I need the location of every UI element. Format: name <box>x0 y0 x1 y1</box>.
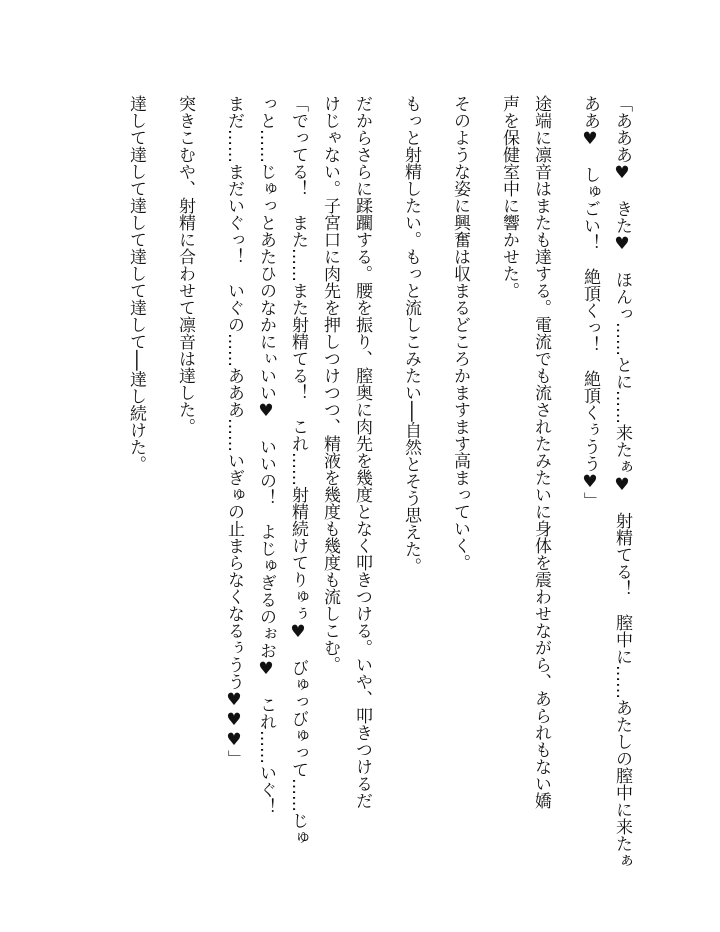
text-line: っと……じゅっとあたひのなかにぃいい♥ いいの！ よじゅぎるのぉお♥ これ……いぐ！ <box>256 95 276 815</box>
text-line: 声を保健室中に響かせた。 <box>499 95 519 299</box>
text-line: まだ……まだいぐっ！ いぐの……あああ……いぎゅの止まらなくなるぅうう♥♥♥」 <box>224 95 244 767</box>
text-line: 突きこむや、射精に合わせて凛音は達した。 <box>175 95 195 435</box>
text-line: ああ♥ しゅごい！ 絶頂くっ！ 絶頂くぅうう♥」 <box>580 95 600 509</box>
text-line: 「でってる！ また……また射精てる！ これ……射精続けてりゅぅ♥ びゅっびゅって……じゅ <box>288 95 308 846</box>
text-line: もっと射精したい。もっと流しこみたい──自然とそう思えた。 <box>401 95 421 575</box>
text-line: 達して達して達して達して達して──達し続けた。 <box>126 95 146 473</box>
text-line: 「あああ♥ きた♥ ほんっ……とに……来たぁ♥ 射精てる！ 膣中に……あたしの膣中に来たぁ <box>612 95 632 869</box>
text-line: そのような姿に興奮は収まるどころかますます高まっていく。 <box>450 95 470 571</box>
text-line: 途端に凛音はまたも達する。電流でも流されたみたいに身体を震わせながら、あられもない嬌 <box>531 95 551 809</box>
text-line: けじゃない。子宮口に肉先を押しつけつつ、精液を幾度も幾度も流しこむ。 <box>320 95 340 673</box>
text-line: だからさらに蹂躙する。腰を振り、膣奥に肉先を幾度となく叩きつける。いや、叩きつけるだ <box>352 95 372 809</box>
vertical-text-body <box>120 95 638 869</box>
